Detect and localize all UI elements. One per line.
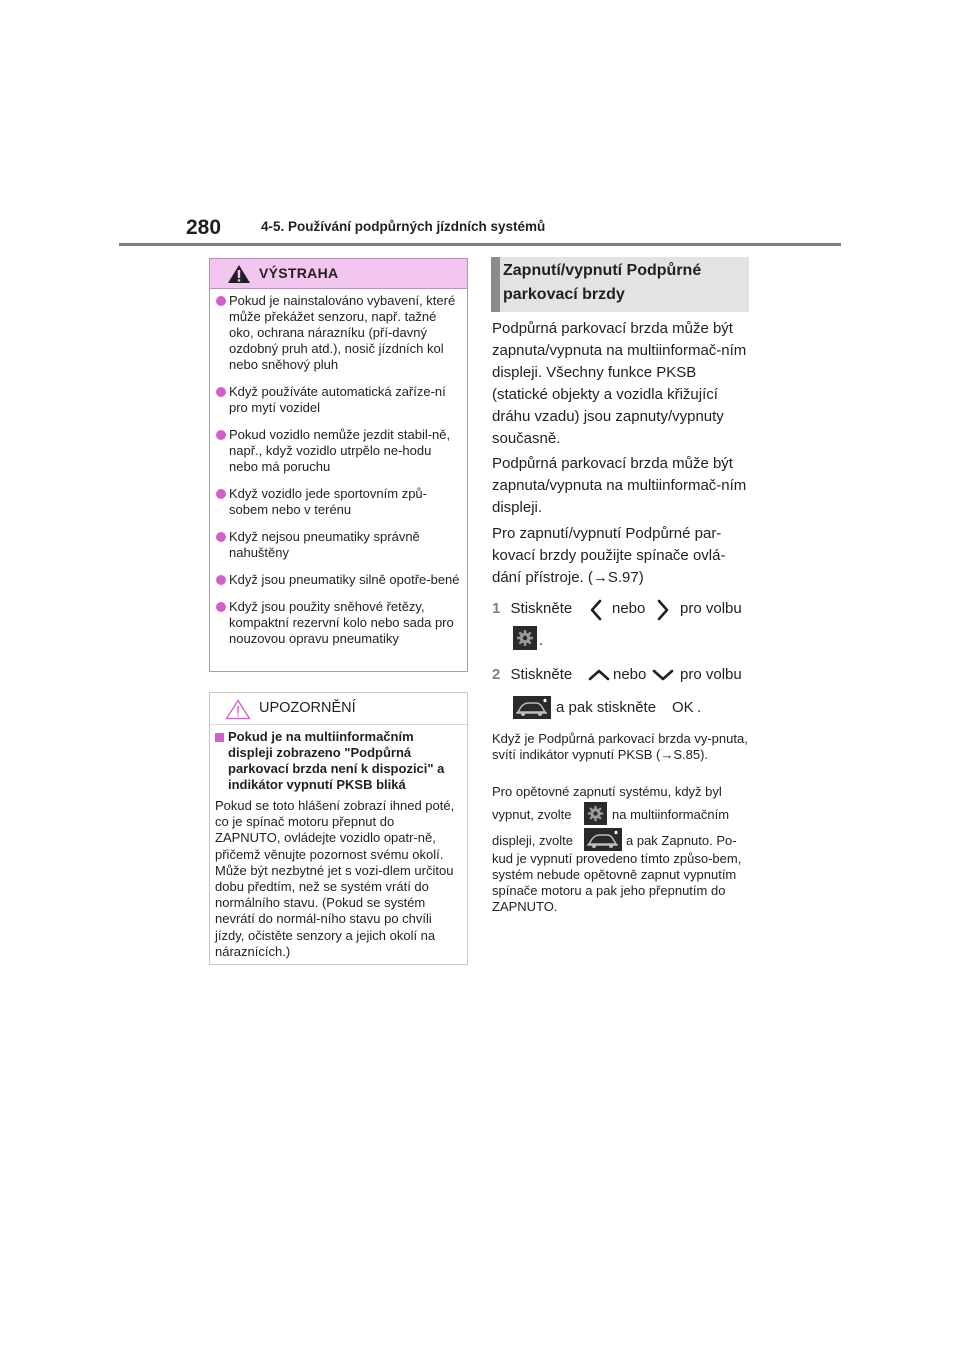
- parking-brake-car-icon: [513, 696, 551, 719]
- paragraph-1: Podpůrná parkovací brzda může být zapnuta/vypnuta na multiinformač-ním displeji. Všechny funkce PKSB (statické objekty a vozidla křižující dráhu vzadu) jsou zapnuty/vypnuty současně.: [492, 320, 747, 447]
- caution-triangle-icon: [225, 699, 251, 720]
- paragraph-3: Pro zapnutí/vypnutí Podpůrné par-kovací brzdy použijte spínače ovlá-dání přístroje. (→S.97): [492, 525, 726, 586]
- header-rule: [119, 243, 841, 246]
- warning-header: [210, 259, 467, 289]
- caution-text: Pokud se toto hlášení zobrazí ihned poté, co je spínač motoru přepnut do ZAPNUTO, ovládejte vozidlo opatr-ně, přičemž věnujte pozornost svému okolí. Může být nezbytné jet s vozi-dlem určitou dobu předtím, než se systém vrátí do normálního stavu. (Pokud se systém nevrátí do normál-ního stavu po chvíli jízdy, očistěte senzory a jejich okolí na náraznících.): [215, 798, 455, 959]
- list-item: Pokud vozidlo nemůže jezdit stabil-ně, např., když vozidlo utrpělo ne-hodu nebo má poruchu: [216, 427, 461, 475]
- gear-icon: [584, 802, 607, 825]
- step-2-then: a pak stiskněte: [556, 699, 657, 716]
- caution-subheading: Pokud je na multiinformačním displeji zobrazeno "Podpůrná parkovací brzda není k dispozici" a indikátor vypnutí PKSB bliká: [215, 729, 462, 793]
- chevron-right-icon: [656, 599, 670, 621]
- ok-label: OK: [672, 699, 694, 716]
- warning-box: [209, 258, 468, 672]
- bullet-icon: [216, 532, 226, 542]
- list-item: Když nejsou pneumatiky správně nahuštěny: [216, 529, 461, 561]
- bullet-icon: [216, 602, 226, 612]
- list-item: Když používáte automatická zaříze-ní pro mytí vozidel: [216, 384, 461, 416]
- note-2-line2a: vypnut, zvolte: [492, 807, 572, 822]
- bullet-icon: [216, 387, 226, 397]
- step-1: 1 Stiskněte: [492, 600, 573, 617]
- list-item: Když vozidlo jede sportovním způ-sobem nebo v terénu: [216, 486, 461, 518]
- step-1-for: pro volbu: [680, 600, 742, 617]
- step-2-end: .: [697, 699, 702, 716]
- section-heading: [491, 257, 749, 312]
- chapter-title: 4-5. Používání podpůrných jízdních systémů: [261, 219, 546, 234]
- chevron-up-icon: [588, 668, 610, 682]
- note-2-line3a: displeji, zvolte: [492, 833, 573, 848]
- warning-list: [210, 289, 467, 647]
- list-item: Pokud je nainstalováno vybavení, které může překážet senzoru, např. tažné oko, ochrana nárazníku (pří-davný ozdobný pruh atd.), nosič jízdních kol nebo sněhový pluh: [216, 293, 461, 373]
- note-2-line1: Pro opětovné zapnutí systému, když byl: [492, 784, 722, 799]
- gear-icon: [513, 626, 537, 650]
- step-2-for: pro volbu: [680, 666, 742, 683]
- note-2-line3b: a pak Zapnuto. Po-: [626, 833, 737, 848]
- caution-box: [209, 692, 468, 965]
- section-title-line2: parkovací brzdy: [503, 286, 625, 303]
- warning-triangle-icon: [227, 264, 251, 284]
- warning-title: VÝSTRAHA: [259, 265, 339, 281]
- bullet-icon: [216, 296, 226, 306]
- section-heading-bar: [491, 257, 500, 312]
- note-2-line2b: na multiinformačním: [612, 807, 730, 822]
- caution-title: UPOZORNĚNÍ: [259, 700, 356, 716]
- note-2-rest: kud je vypnutí provedeno tímto způso-bem, systém nebude opětovně zapnut vypnutím spínače motoru a pak jeho přepnutím do ZAPNUTO.: [492, 851, 742, 914]
- note-1: Když je Podpůrná parkovací brzda vy-pnuta, svítí indikátor vypnutí PKSB (→S.85).: [492, 731, 748, 762]
- parking-brake-car-icon: [584, 828, 622, 851]
- bullet-icon: [216, 489, 226, 499]
- page-number: 280: [186, 216, 222, 239]
- step-1-end: .: [539, 632, 544, 649]
- step-2: 2 Stiskněte: [492, 666, 573, 683]
- list-item: Když jsou pneumatiky silně opotře-bené: [216, 572, 461, 588]
- bullet-icon: [216, 575, 226, 585]
- step-2-or: nebo: [613, 666, 647, 683]
- chevron-down-icon: [652, 668, 674, 682]
- square-bullet-icon: [215, 733, 224, 742]
- list-item: Když jsou použity sněhové řetězy, kompaktní rezervní kolo nebo sada pro nouzovou opravu pneumatiky: [216, 599, 461, 647]
- chevron-left-icon: [589, 599, 603, 621]
- paragraph-2: Podpůrná parkovací brzda může být zapnuta/vypnuta na multiinformač-ním displeji.: [492, 455, 747, 516]
- section-title-line1: Zapnutí/vypnutí Podpůrné: [503, 262, 702, 279]
- bullet-icon: [216, 430, 226, 440]
- step-1-or: nebo: [612, 600, 646, 617]
- caution-header: [210, 693, 467, 725]
